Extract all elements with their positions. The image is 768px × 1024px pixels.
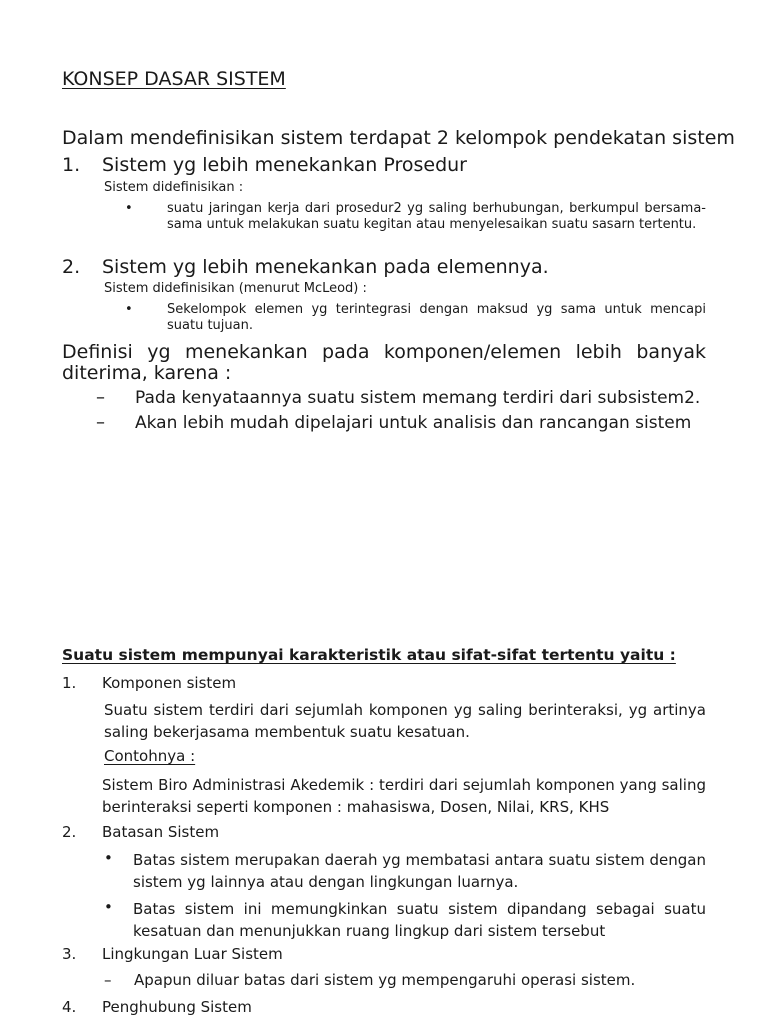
approach1-heading: Sistem yg lebih menekankan Prosedur <box>102 154 467 176</box>
conclusion-line1: Definisi yg menekankan pada komponen/elemen lebih banyak <box>62 341 706 363</box>
intro-text: Dalam mendefinisikan sistem terdapat 2 kelompok pendekatan sistem <box>62 127 735 149</box>
item3-label: Lingkungan Luar Sistem <box>102 945 283 963</box>
approach1-bullet-text: suatu jaringan kerja dari prosedur2 yg saling berhubungan, berkumpul bersama-sama untuk melakukan suatu kegitan atau menyelesaikan suatu sasarn tertentu. <box>167 201 706 232</box>
item3-dash: – <box>104 971 112 989</box>
item4-label: Penghubung Sistem <box>102 998 252 1016</box>
item2-bullet-mark: • <box>104 898 113 916</box>
item1-number: 1. <box>62 674 77 692</box>
approach1-bullet-mark: • <box>125 201 133 216</box>
approach2-number: 2. <box>62 256 81 278</box>
item2-number: 2. <box>62 823 77 841</box>
item4-number: 4. <box>62 998 77 1016</box>
reason-dash: – <box>96 387 105 408</box>
approach2-sublabel: Sistem didefinisikan (menurut McLeod) : <box>104 281 367 296</box>
reason-item: Pada kenyataannya suatu sistem memang terdiri dari subsistem2. <box>135 388 701 408</box>
item1-description: Suatu sistem terdiri dari sejumlah komponen yg saling berinteraksi, yg artinya saling bekerjasama membentuk suatu kesatuan. <box>104 701 706 741</box>
item1-example-text: Sistem Biro Administrasi Akedemik : terdiri dari sejumlah komponen yang saling berinteraksi seperti komponen : mahasiswa, Dosen, Nilai, KRS, KHS <box>102 776 706 816</box>
item2-label: Batasan Sistem <box>102 823 220 841</box>
item3-description: Apapun diluar batas dari sistem yg mempengaruhi operasi sistem. <box>134 971 636 989</box>
approach2-bullet-text: Sekelompok elemen yg terintegrasi dengan maksud yg sama untuk mencapi suatu tujuan. <box>167 302 706 333</box>
approach2-bullet-mark: • <box>125 302 133 317</box>
item2-bullet-text: Batas sistem merupakan daerah yg membatasi antara suatu sistem dengan sistem yg lainnya atau dengan lingkungan luarnya. <box>133 851 706 891</box>
slide-title: KONSEP DASAR SISTEM <box>62 68 286 90</box>
item3-number: 3. <box>62 945 77 963</box>
approach1-number: 1. <box>62 154 81 176</box>
approach1-sublabel: Sistem didefinisikan : <box>104 180 244 195</box>
characteristics-heading: Suatu sistem mempunyai karakteristik atau sifat-sifat tertentu yaitu : <box>62 646 676 664</box>
item2-bullet-mark: • <box>104 849 113 867</box>
reason-dash: – <box>96 412 105 433</box>
conclusion-line2: diterima, karena : <box>62 362 232 384</box>
approach2-heading: Sistem yg lebih menekankan pada elemennya. <box>102 256 549 278</box>
reason-item: Akan lebih mudah dipelajari untuk analisis dan rancangan sistem <box>135 413 692 433</box>
item2-bullet-text: Batas sistem ini memungkinkan suatu sistem dipandang sebagai suatu kesatuan dan menunjukkan ruang lingkup dari sistem tersebut <box>133 900 706 940</box>
item1-label: Komponen sistem <box>102 674 237 692</box>
item1-example-label: Contohnya : <box>104 747 196 765</box>
